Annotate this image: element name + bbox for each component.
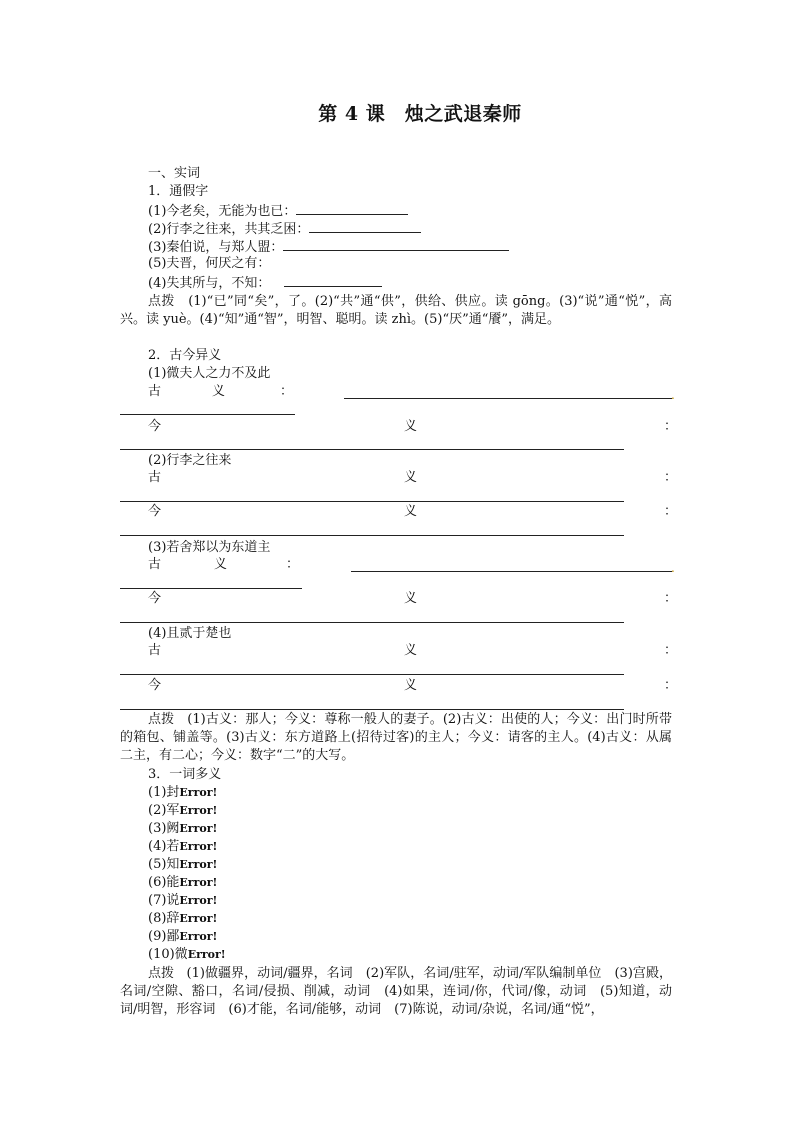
hint-paragraph: 点拨 (1)做疆界，动词/疆界，名词 (2)军队，名词/驻军，动词/军队编制单位 (3)宫殿，名词/空隙、豁口，名词/侵损、削减，动词 (4)如果，连词/你，代词/像，动词 (5)知道，动词/明智，形容词 (6)才能，名词/能够，动词 (7)陈说，动词/杂说，名词/通“悦”， [120, 966, 672, 1017]
answer-blank[interactable] [120, 622, 624, 623]
answer-blank[interactable] [309, 219, 421, 233]
answer-blank[interactable] [120, 588, 302, 589]
answer-blank[interactable] [120, 674, 624, 675]
exercise-item: (2)行李之往来，共其乏困： [148, 219, 421, 239]
exercise-item: (6)能Error! [148, 875, 218, 890]
document-page: 第 4 课 烛之武退秦师 一、实词 1．通假字 (1)今老矣，无能为也已： (2)行李之往来，共其乏困： (3)秦伯说，与郑人盟： (5)夫晋，何厌之有： (4)失其所与，不知： 点拨 (1)“已”同“矣”，了。(2)“共”通“供”，供给、供应。读 gōng。(3)“说”通“悦”，高兴。读 yuè。(4)“知”通“智”，明智、聪明。读 zhì。(5)“厌”通“餍”，满足。 2．古今异义 (1)微夫人之力不及此 古 义 ： . 今 义 ： (2)行李之往来 古 义 ： 今 义 ： (3)若舍郑以为东道主 古 义 ： . 今 义 ： (4)且贰于楚也 古 义 ： 今 义 ： 点拨 (1)古义：那人；今义：尊称一般人的妻子。(2)古义：出使的人；今义：出门时所带的箱包、铺盖等。(3)古义：东方道路上(招待过客)的主人；今义：请客的主人。(4)古义：从属二主，有二心；今义：数字“二”的大写。 3．一词多义 (1)封Error! (2)军Error! (3)阙Error! (4)若Error! (5)知Error! (6)能Error! (7)说Error! (8)辞Error! (9)鄙Error! (10)微Error! 点拨 (1)做疆界，动词/疆界，名词 (2)军队，名词/驻军，动词/军队编制单位 (3)宫殿，名词/空隙、豁口，名词/侵损、削减，动词 (4)如果，连词/你，代词/像，动词 (5)知道，动词/明智，形容词 (6)才能，名词/能够，动词 (7)陈说，动词/杂说，名词/通“悦”， [0, 0, 794, 1123]
answer-blank[interactable] [120, 449, 624, 450]
answer-blank[interactable] [120, 501, 624, 502]
subsection-heading: 1．通假字 [148, 184, 209, 199]
answer-blank[interactable] [296, 201, 408, 215]
exercise-item: (1)微夫人之力不及此 [148, 366, 271, 381]
exercise-item: (1)今老矣，无能为也已： [148, 201, 408, 221]
exercise-item: (3)若舍郑以为东道主 [148, 540, 271, 555]
subsection-heading: 3．一词多义 [148, 767, 222, 782]
section-heading: 一、实词 [148, 166, 201, 181]
hint-paragraph: 点拨 (1)古义：那人；今义：尊称一般人的妻子。(2)古义：出使的人；今义：出门时所带的箱包、铺盖等。(3)古义：东方道路上(招待过客)的主人；今义：请客的主人。(4)古义：从属二主，有二心；今义：数字“二”的大写。 [120, 712, 672, 763]
mark-dot: . [671, 561, 675, 575]
exercise-item: (8)辞Error! [148, 911, 218, 926]
hint-paragraph: 点拨 (1)“已”同“矣”，了。(2)“共”通“供”，供给、供应。读 gōng。(3)“说”通“悦”，高兴。读 yuè。(4)“知”通“智”，明智、聪明。读 zhì。(5)“厌”通“餍”，满足。 [120, 294, 672, 327]
answer-blank[interactable] [120, 535, 624, 536]
exercise-item: (2)军Error! [148, 803, 218, 818]
exercise-item: (4)失其所与，不知： [148, 273, 382, 293]
exercise-item: (3)秦伯说，与郑人盟： [148, 237, 509, 257]
exercise-item: (5)知Error! [148, 857, 218, 872]
exercise-item: (10)微Error! [148, 947, 226, 962]
answer-blank[interactable] [120, 414, 295, 415]
exercise-item: (5)夫晋，何厌之有： [148, 256, 271, 271]
exercise-item: (1)封Error! [148, 785, 218, 800]
exercise-item: (4)若Error! [148, 839, 218, 854]
exercise-item: (2)行李之往来 [148, 453, 232, 468]
answer-blank[interactable] [120, 709, 624, 710]
subsection-heading: 2．古今异义 [148, 348, 222, 363]
exercise-item: (7)说Error! [148, 893, 218, 908]
answer-blank[interactable] [344, 398, 672, 399]
exercise-item: (9)鄙Error! [148, 929, 218, 944]
page-title: 第 4 课 烛之武退秦师 [318, 103, 522, 125]
answer-blank[interactable] [284, 273, 382, 287]
answer-blank[interactable] [283, 237, 509, 251]
exercise-item: (4)且贰于楚也 [148, 626, 232, 641]
mark-dot: . [671, 388, 675, 402]
exercise-item: (3)阙Error! [148, 821, 218, 836]
answer-blank[interactable] [351, 571, 672, 572]
